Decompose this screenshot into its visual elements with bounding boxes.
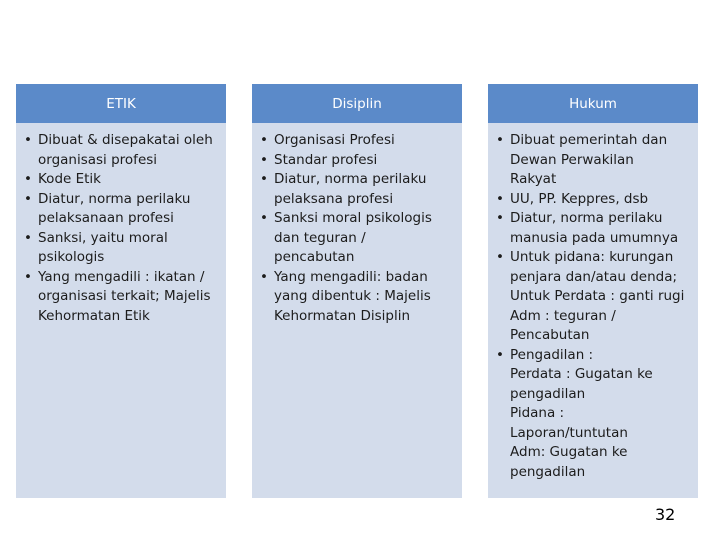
column-body-etik [16,123,226,326]
bullet-list [494,131,692,482]
list-item: • Diatur, norma perilaku pelaksanaan profesi [22,190,220,229]
column-header-disiplin [252,84,462,123]
list-item: • Dibuat pemerintah dan Dewan Perwakilan Rakyat [494,131,692,190]
column-header-hukum [488,84,698,123]
bullet-list [22,131,220,326]
list-item: • Pengadilan : Perdata : Gugatan ke pengadilan Pidana : Laporan/tuntutan Adm: Gugatan ke pengadilan [494,346,692,483]
list-item: • Untuk pidana: kurungan penjara dan/atau denda; Untuk Perdata : ganti rugi Adm : teguran / Pencabutan [494,248,692,346]
column-body-disiplin [252,123,462,326]
column-title: ETIK [106,95,136,112]
list-item: • Diatur, norma perilaku pelaksana profesi [258,170,456,209]
page-number: 32 [655,505,676,524]
column-title: Hukum [569,95,617,112]
column-hukum [488,84,698,498]
list-item: • UU, PP. Keppres, dsb [494,190,692,210]
column-disiplin [252,84,462,498]
list-item: • Yang mengadili : ikatan / organisasi terkait; Majelis Kehormatan Etik [22,268,220,327]
column-etik [16,84,226,498]
list-item: • Diatur, norma perilaku manusia pada umumnya [494,209,692,248]
list-item: • Standar profesi [258,151,456,171]
list-item: • Sanksi, yaitu moral psikologis [22,229,220,268]
list-item: • Organisasi Profesi [258,131,456,151]
list-item: • Kode Etik [22,170,220,190]
bullet-list [258,131,456,326]
column-title: Disiplin [332,95,382,112]
column-header-etik [16,84,226,123]
list-item: • Dibuat & disepakatai oleh organisasi profesi [22,131,220,170]
list-item: • Yang mengadili: badan yang dibentuk : Majelis Kehormatan Disiplin [258,268,456,327]
list-item: • Sanksi moral psikologis dan teguran / pencabutan [258,209,456,268]
column-body-hukum [488,123,698,482]
